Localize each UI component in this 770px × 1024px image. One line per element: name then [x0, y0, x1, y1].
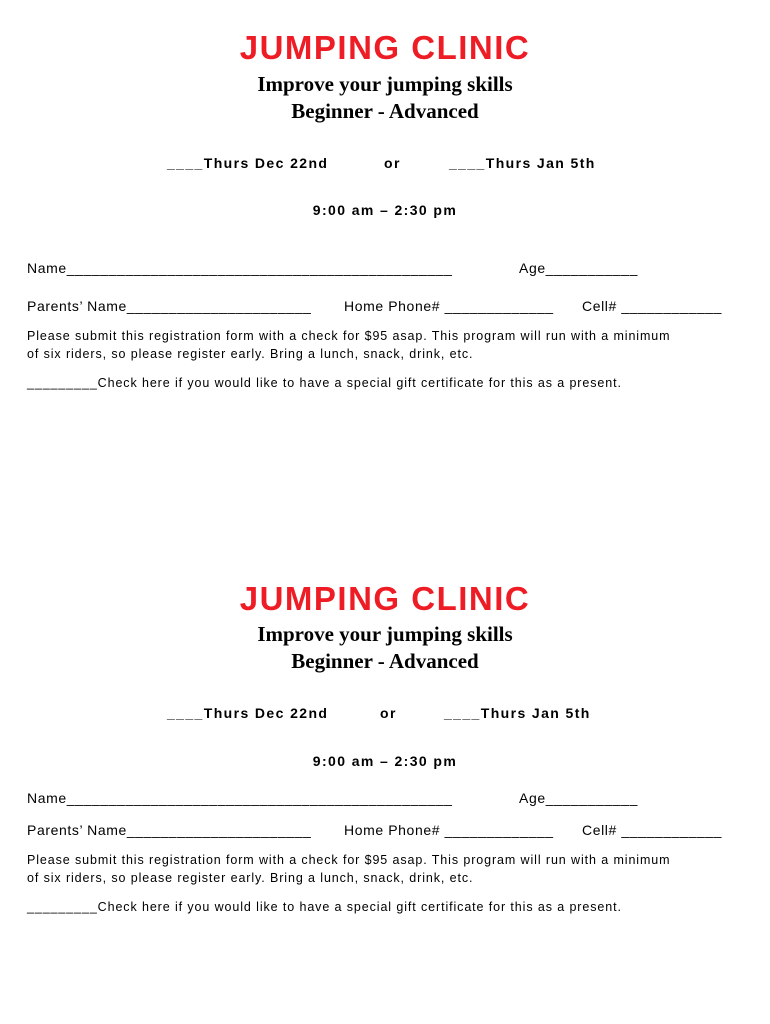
clinic-time: 9:00 am – 2:30 pm	[312, 202, 458, 218]
instructions-line: of six riders, so please register early. Bring a lunch, snack, drink, etc.	[27, 871, 474, 885]
cell-field[interactable]: Cell# ____________	[582, 298, 723, 314]
clinic-time: 9:00 am – 2:30 pm	[312, 753, 458, 769]
date-option-jan-5[interactable]: ____Thurs Jan 5th	[444, 705, 591, 721]
instructions-line: Please submit this registration form with a check for $95 asap. This program will run with a minimum	[27, 329, 671, 343]
age-field[interactable]: Age___________	[519, 790, 638, 806]
home-phone-field[interactable]: Home Phone# _____________	[344, 298, 554, 314]
registration-form-top	[0, 0, 770, 400]
age-field[interactable]: Age___________	[519, 260, 638, 276]
date-or-label: or	[384, 155, 401, 171]
instructions-line: Please submit this registration form with a check for $95 asap. This program will run with a minimum	[27, 853, 671, 867]
form-subtitle-level: Beginner - Advanced	[291, 99, 479, 123]
form-subtitle-skills: Improve your jumping skills	[257, 622, 513, 646]
form-title: JUMPING CLINIC	[239, 580, 531, 617]
form-title: JUMPING CLINIC	[239, 29, 531, 66]
date-option-dec-22[interactable]: ____Thurs Dec 22nd	[167, 705, 329, 721]
name-field[interactable]: Name______________________________________________	[27, 790, 453, 806]
form-subtitle-level: Beginner - Advanced	[291, 649, 479, 673]
form-subtitle-skills: Improve your jumping skills	[257, 72, 513, 96]
date-option-jan-5[interactable]: ____Thurs Jan 5th	[449, 155, 596, 171]
instructions-line: of six riders, so please register early. Bring a lunch, snack, drink, etc.	[27, 347, 474, 361]
registration-form-bottom	[0, 551, 770, 951]
parents-name-field[interactable]: Parents’ Name______________________	[27, 298, 312, 314]
cell-field[interactable]: Cell# ____________	[582, 822, 723, 838]
gift-certificate-label: _________Check here if you would like to have a special gift certificate for this as a present.	[27, 900, 622, 914]
instructions-paragraph	[27, 851, 757, 887]
name-field[interactable]: Name______________________________________________	[27, 260, 453, 276]
gift-certificate-check[interactable]	[27, 898, 757, 916]
parents-name-field[interactable]: Parents’ Name______________________	[27, 822, 312, 838]
date-or-label: or	[380, 705, 397, 721]
gift-certificate-check[interactable]	[27, 374, 757, 392]
instructions-paragraph	[27, 327, 757, 363]
date-option-dec-22[interactable]: ____Thurs Dec 22nd	[167, 155, 329, 171]
home-phone-field[interactable]: Home Phone# _____________	[344, 822, 554, 838]
gift-certificate-label: _________Check here if you would like to have a special gift certificate for this as a present.	[27, 376, 622, 390]
